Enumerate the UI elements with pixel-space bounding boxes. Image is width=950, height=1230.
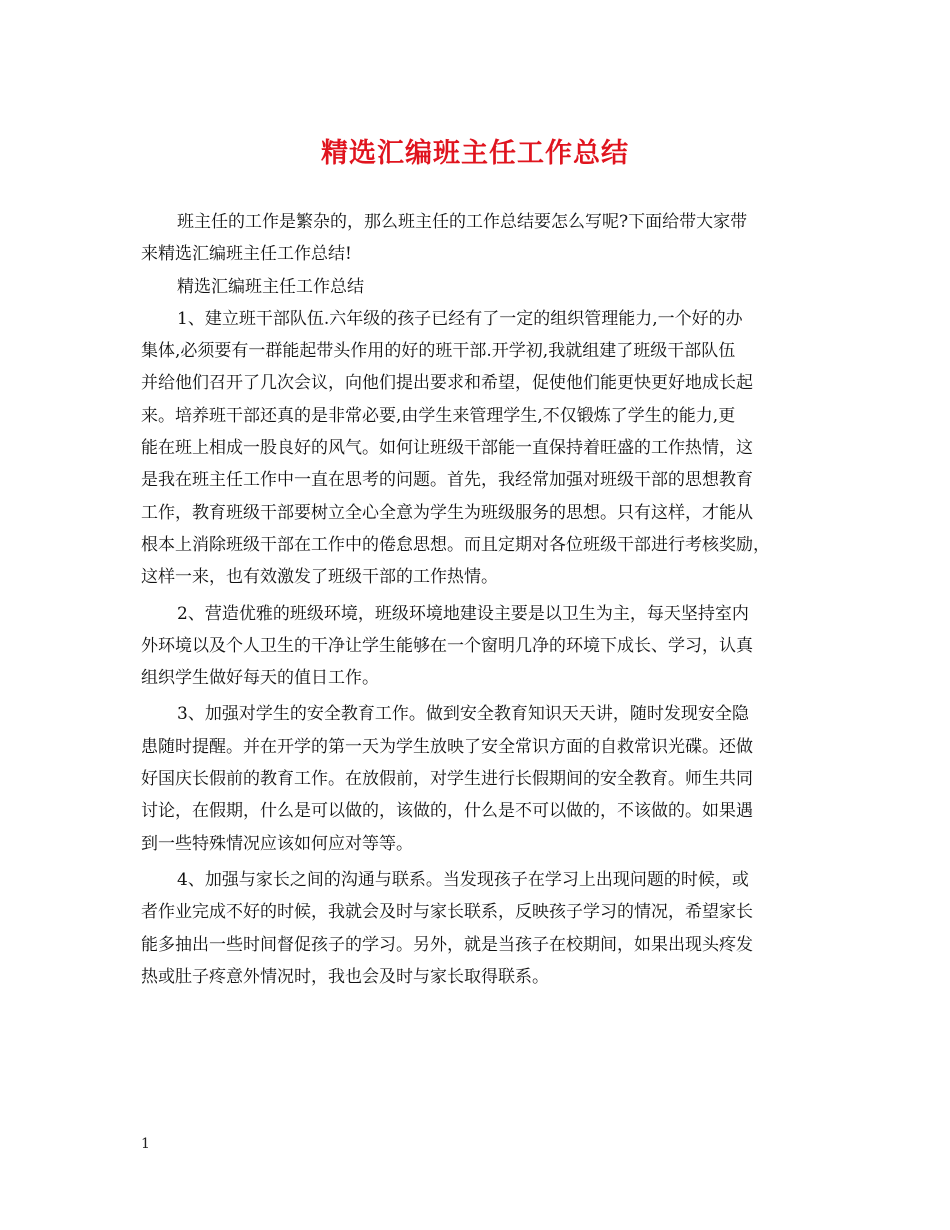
text-line: 外环境以及个人卫生的干净让学生能够在一个窗明几净的环境下成长、学习，认真 [141,635,753,656]
text-line: 来。培养班干部还真的是非常必要,由学生来管理学生,不仅锻炼了学生的能力,更 [141,405,736,426]
paragraph-subtitle [141,271,831,303]
text-line: 是我在班主任工作中一直在思考的问题。首先，我经常加强对班级干部的思想教育 [141,470,753,491]
paragraph-item-4 [141,864,831,993]
text-line: 患随时提醒。并在开学的第一天为学生放映了安全常识方面的自救常识光碟。还做 [141,736,753,757]
text-line: 班主任的工作是繁杂的，那么班主任的工作总结要怎么写呢?下面给带大家带 [177,212,748,232]
text-line: 精选汇编班主任工作总结 [177,276,364,297]
text-line: 到一些特殊情况应该如何应对等等。 [141,833,413,854]
text-line: 1、建立班干部队伍.六年级的孩子已经有了一定的组织管理能力,一个好的办 [177,308,743,329]
text-line: 4、加强与家长之间的沟通与联系。当发现孩子在学习上出现问题的时候，或 [177,869,749,890]
text-line: 讨论，在假期，什么是可以做的，该做的，什么是不可以做的，不该做的。如果遇 [141,801,753,822]
document-title: 精选汇编班主任工作总结 [321,138,629,169]
paragraph-item-2 [141,598,831,695]
paragraph-intro [141,206,831,271]
text-line: 来精选汇编班主任工作总结! [141,244,352,265]
paragraph-item-1 [141,303,831,594]
text-line: 2、营造优雅的班级环境，班级环境地建设主要是以卫生为主，每天坚持室内 [177,603,749,624]
text-line: 这样一来，也有效激发了班级干部的工作热情。 [141,567,498,588]
text-line: 工作，教育班级干部要树立全心全意为学生为班级服务的思想。只有这样，才能从 [141,502,753,523]
text-line: 集体,必须要有一群能起带头作用的好的班干部.开学初,我就组建了班级干部队伍 [141,341,736,362]
page-number: 1 [141,1136,150,1152]
text-line: 3、加强对学生的安全教育工作。做到安全教育知识天天讲，随时发现安全隐 [177,704,749,725]
text-line: 能在班上相成一股良好的风气。如何让班级干部能一直保持着旺盛的工作热情，这 [141,438,753,459]
text-line: 好国庆长假前的教育工作。在放假前，对学生进行长假期间的安全教育。师生共同 [141,769,753,790]
text-line: 并给他们召开了几次会议，向他们提出要求和希望，促使他们能更快更好地成长起 [141,373,753,394]
document-body [141,206,831,993]
text-line: 能多抽出一些时间督促孩子的学习。另外，就是当孩子在校期间，如果出现头疼发 [141,934,753,955]
text-line: 热或肚子疼意外情况时，我也会及时与家长取得联系。 [141,966,549,987]
text-line: 组织学生做好每天的值日工作。 [141,668,379,689]
text-line: 者作业完成不好的时候，我就会及时与家长联系，反映孩子学习的情况，希望家长 [141,902,753,923]
text-line: 根本上消除班级干部在工作中的倦怠思想。而且定期对各位班级干部进行考核奖励， [141,534,770,555]
paragraph-item-3 [141,698,831,859]
